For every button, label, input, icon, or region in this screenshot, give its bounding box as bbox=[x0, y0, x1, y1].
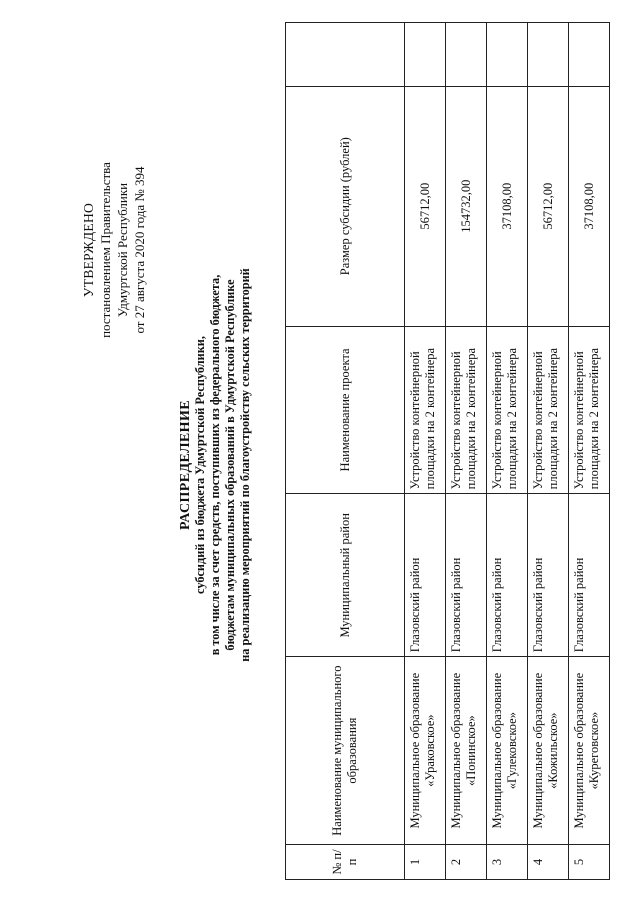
approval-block bbox=[80, 100, 148, 400]
cell-num: 4 bbox=[528, 845, 569, 880]
cell-spacer bbox=[446, 23, 487, 87]
cell-district: Глазовский район bbox=[446, 494, 487, 657]
cell-spacer bbox=[528, 23, 569, 87]
table-row bbox=[446, 23, 487, 880]
header-spacer bbox=[286, 23, 405, 87]
header-municipality: Наименование муниципального образования bbox=[286, 657, 405, 845]
subsidy-table bbox=[285, 22, 610, 880]
cell-subsidy: 56712,00 bbox=[405, 86, 446, 326]
approval-stamp: УТВЕРЖДЕНО bbox=[81, 202, 96, 298]
header-num: № п/п bbox=[286, 845, 405, 880]
header-project: Наименование проекта bbox=[286, 326, 405, 494]
cell-num: 1 bbox=[405, 845, 446, 880]
table-row bbox=[487, 23, 528, 880]
cell-num: 5 bbox=[569, 845, 610, 880]
table-row bbox=[528, 23, 569, 880]
table-row bbox=[405, 23, 446, 880]
cell-subsidy: 37108,00 bbox=[569, 86, 610, 326]
cell-project: Устройство контейнерной площадки на 2 контейнера bbox=[487, 326, 528, 494]
title-line-4: на реализацию мероприятий по благоустройству сельских территорий bbox=[238, 268, 252, 662]
approval-line-1: постановлением Правительства bbox=[98, 162, 113, 338]
cell-subsidy: 56712,00 bbox=[528, 86, 569, 326]
cell-district: Глазовский район bbox=[405, 494, 446, 657]
cell-municipality: Муниципальное образование «Ураковское» bbox=[405, 657, 446, 845]
cell-subsidy: 154732,00 bbox=[446, 86, 487, 326]
cell-municipality: Муниципальное образование «Кожильское» bbox=[528, 657, 569, 845]
cell-district: Глазовский район bbox=[528, 494, 569, 657]
cell-district: Глазовский район bbox=[487, 494, 528, 657]
cell-district: Глазовский район bbox=[569, 494, 610, 657]
table-row bbox=[569, 23, 610, 880]
cell-project: Устройство контейнерной площадки на 2 контейнера bbox=[405, 326, 446, 494]
title-main: РАСПРЕДЕЛЕНИЕ bbox=[178, 400, 193, 530]
cell-municipality: Муниципальное образование «Понинское» bbox=[446, 657, 487, 845]
document-title bbox=[178, 155, 253, 775]
cell-municipality: Муниципальное образование «Гулековское» bbox=[487, 657, 528, 845]
cell-spacer bbox=[487, 23, 528, 87]
title-line-2: в том числе за счет средств, поступивших из федерального бюджета, bbox=[208, 274, 222, 656]
approval-line-3: от 27 августа 2020 года № 394 bbox=[132, 166, 147, 334]
approval-line-2: Удмуртской Республики bbox=[115, 182, 130, 318]
cell-num: 3 bbox=[487, 845, 528, 880]
header-district: Муниципальный район bbox=[286, 494, 405, 657]
cell-spacer bbox=[569, 23, 610, 87]
cell-project: Устройство контейнерной площадки на 2 контейнера bbox=[528, 326, 569, 494]
cell-spacer bbox=[405, 23, 446, 87]
header-subsidy: Размер субсидии (рублей) bbox=[286, 86, 405, 326]
cell-project: Устройство контейнерной площадки на 2 контейнера bbox=[569, 326, 610, 494]
table-header-row bbox=[286, 23, 405, 880]
cell-subsidy: 37108,00 bbox=[487, 86, 528, 326]
title-line-1: субсидий из бюджета Удмуртской Республики, bbox=[193, 336, 207, 594]
cell-num: 2 bbox=[446, 845, 487, 880]
cell-municipality: Муниципальное образование «Куреговское» bbox=[569, 657, 610, 845]
cell-project: Устройство контейнерной площадки на 2 контейнера bbox=[446, 326, 487, 494]
title-line-3: бюджетам муниципальных образований в Удмуртской Республике bbox=[223, 279, 237, 651]
